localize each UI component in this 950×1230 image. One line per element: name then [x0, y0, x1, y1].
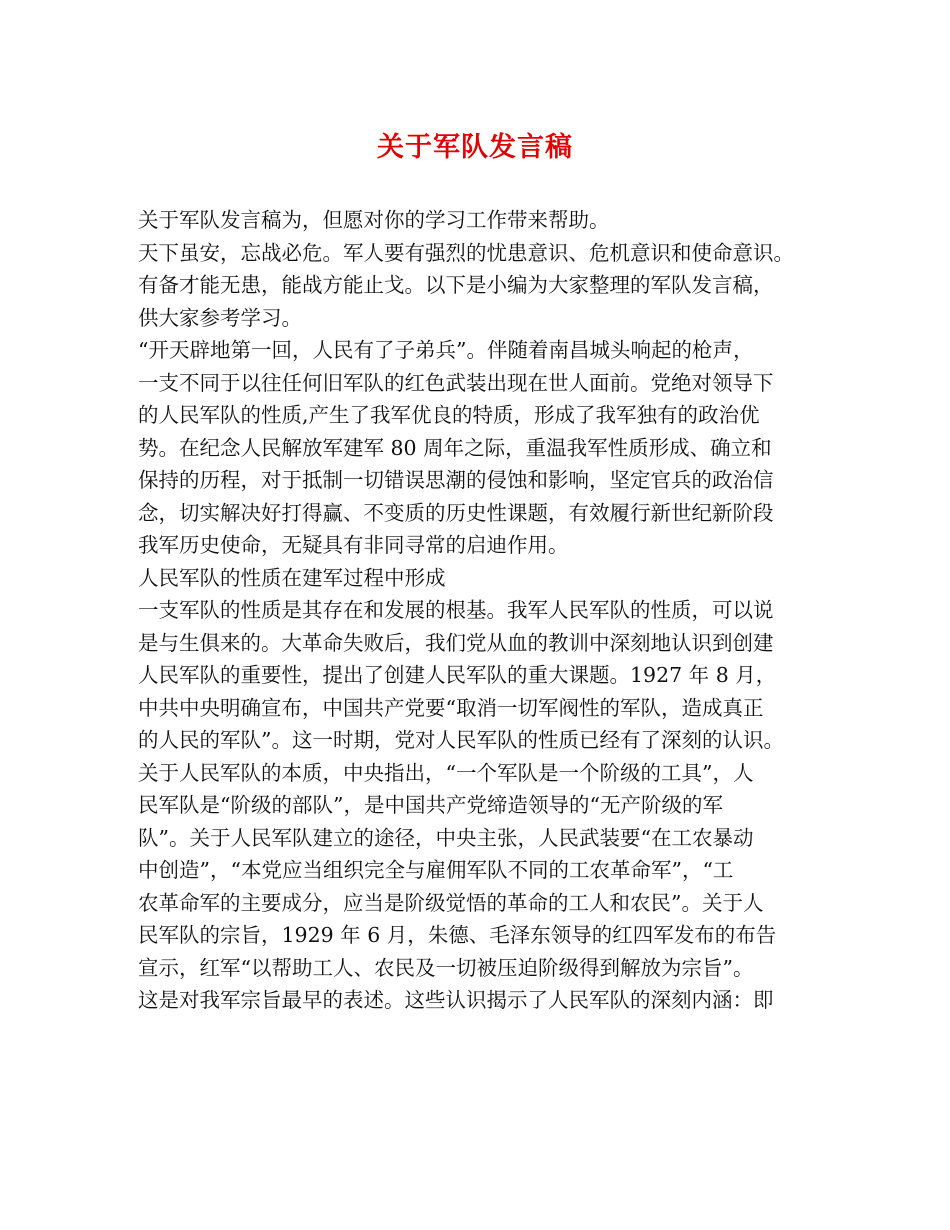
body-line: 这是对我军宗旨最早的表述。这些认识揭示了人民军队的深刻内涵：即 [138, 988, 774, 1012]
body-line: 中创造”，“本党应当组织完全与雇佣军队不同的工农革命军”，“工 [138, 858, 734, 882]
body-line: 民军队的宗旨，1929 年 6 月，朱德、毛泽东领导的红四军发布的布告 [138, 923, 777, 947]
body-line: 关于军队发言稿为，但愿对你的学习工作带来帮助。 [138, 208, 610, 232]
body-line: 有备才能无患，能战方能止戈。以下是小编为大家整理的军队发言稿， [138, 273, 774, 297]
document-title: 关于军队发言稿 [377, 132, 573, 163]
section-heading: 人民军队的性质在建军过程中形成 [138, 565, 446, 590]
body-line: 是与生俱来的。大革命失败后，我们党从血的教训中深刻地认识到创建 [138, 630, 774, 655]
body-line: 人民军队的重要性，提出了创建人民军队的重大课题。1927 年 8 月， [138, 663, 777, 687]
body-line: 队”。关于人民军队建立的途径，中央主张，人民武装要“在工农暴动 [138, 825, 754, 850]
body-line: 念，切实解决好打得赢、不变质的历史性课题，有效履行新世纪新阶段 [138, 500, 774, 525]
body-line: 农革命军的主要成分，应当是阶级觉悟的革命的工人和农民”。关于人 [138, 890, 764, 915]
body-line: 我军历史使命，无疑具有非同寻常的启迪作用。 [138, 533, 569, 557]
body-line: 关于人民军队的本质，中央指出，“一个军队是一个阶级的工具”，人 [138, 760, 754, 785]
body-line: 保持的历程，对于抵制一切错误思潮的侵蚀和影响，坚定官兵的政治信 [138, 468, 774, 492]
body-line: 宣示，红军“以帮助工人、农民及一切被压迫阶级得到解放为宗旨”。 [138, 955, 754, 980]
body-line: 一支军队的性质是其存在和发展的根基。我军人民军队的性质，可以说 [138, 598, 774, 622]
body-line: 供大家参考学习。 [138, 305, 302, 330]
body-line: 中共中央明确宣布，中国共产党要“取消一切军阀性的军队，造成真正 [138, 695, 764, 720]
body-line: 民军队是“阶级的部队”，是中国共产党缔造领导的“无产阶级的军 [138, 793, 723, 817]
body-line: 的人民的军队”。这一时期，党对人民军队的性质已经有了深刻的认识。 [138, 728, 784, 752]
body-line: “开天辟地第一回，人民有了子弟兵”。伴随着南昌城头响起的枪声， [138, 338, 754, 362]
body-line: 的人民军队的性质,产生了我军优良的特质，形成了我军独有的政治优 [138, 403, 760, 427]
body-line: 一支不同于以往任何旧军队的红色武装出现在世人面前。党绝对领导下 [138, 370, 774, 395]
body-line: 天下虽安，忘战必危。军人要有强烈的忧患意识、危机意识和使命意识。 [138, 240, 794, 265]
body-line: 势。在纪念人民解放军建军 80 周年之际，重温我军性质形成、确立和 [138, 435, 772, 460]
document-body [138, 204, 838, 1017]
